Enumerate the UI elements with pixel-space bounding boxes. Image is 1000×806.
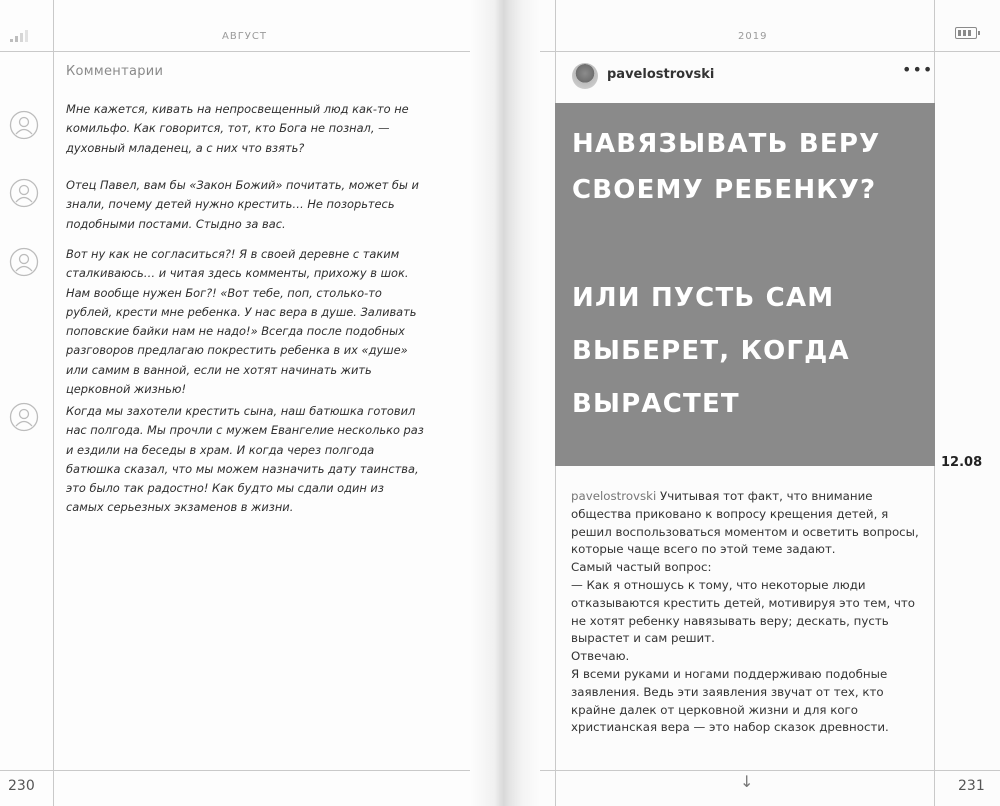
user-icon (9, 110, 39, 140)
post-headline-line: ВЫБЕРЕТ, КОГДА (572, 336, 850, 366)
post-username[interactable]: pavelostrovski (607, 67, 715, 82)
comment-text: Отец Павел, вам бы «Закон Божий» почитать, может бы и знали, почему детей нужно крестить… Не позорьтесь подобными постами. Стыдно за вас. (66, 178, 419, 231)
comment-text: Вот ну как не согласиться?! Я в своей деревне с таким сталкиваюсь… и читая здесь комменты, прихожу в шок. Нам вообще нужен Бог?! «Вот тебе, поп, столько-то рублей, крести мне ребенка. У нас вера в душе. Заливать поповские байки нам не надо!» Всегда после подобных разговоров предлагаю покрестить ребенка в их «душе» или самим в ванной, если не хотят начинать жить церковной жизнью! (66, 247, 417, 397)
post-date: 12.08 (941, 455, 983, 470)
user-icon (9, 402, 39, 432)
post-headline-line: ИЛИ ПУСТЬ САМ (572, 283, 835, 313)
caption-text: Я всеми руками и ногами поддерживаю подобные заявления. Ведь эти заявления звучат от тех, кто крайне далек от церковной жизни и для кого христианская вера — это набор сказок древности. (571, 666, 889, 735)
caption-text: Отвечаю. (571, 649, 630, 664)
header-rule-right (540, 51, 1000, 52)
post-headline-line: НАВЯЗЫВАТЬ ВЕРУ (572, 129, 881, 159)
margin-rule-left (53, 0, 54, 806)
month-header: АВГУСТ (222, 31, 267, 42)
caption-text: — Как я отношусь к тому, что некоторые люди отказываются крестить детей, мотивируя это тем, что не хотят ребенку навязывать веру; дескать, пусть вырастет и сам решит. (571, 577, 916, 646)
user-icon (9, 178, 39, 208)
battery-icon (955, 27, 977, 39)
year-header: 2019 (738, 31, 768, 42)
arrow-down-icon[interactable]: ↓ (740, 772, 754, 791)
post-image (555, 103, 935, 466)
caption-text: Учитывая тот факт, что внимание общества приковано к вопросу крещения детей, я решил воспользоваться моментом и осветить вопросы, которые чаще всего по этой теме задают. (571, 489, 919, 557)
caption-username[interactable]: pavelostrovski (571, 489, 657, 503)
comment-text: Мне кажется, кивать на непросвещенный люд как-то не комильфо. Как говорится, тот, кто Бога не познал, — духовный младенец, а с них что взять? (66, 102, 409, 155)
more-icon[interactable]: ••• (902, 60, 934, 79)
header-rule-left (0, 51, 470, 52)
signal-icon (10, 28, 30, 42)
footer-rule-right (540, 770, 1000, 771)
post-caption (571, 488, 925, 737)
footer-rule-left (0, 770, 470, 771)
avatar[interactable] (572, 63, 598, 89)
post-headline-line: СВОЕМУ РЕБЕНКУ? (572, 175, 877, 205)
caption-text: Самый частый вопрос: (571, 560, 712, 575)
page-number-right: 231 (958, 778, 985, 794)
comment-text: Когда мы захотели крестить сына, наш батюшка готовил нас полгода. Мы прочли с мужем Евангелие несколько раз и ездили на беседы в храм. И когда через полгода батюшка сказал, что мы можем назначить дату таинства, это было так радостно! Как будто мы сдали один из самых серьезных экзаменов в жизни. (66, 404, 424, 515)
post-headline-line: ВЫРАСТЕТ (572, 389, 740, 419)
user-icon (9, 247, 39, 277)
comments-title: Комментарии (66, 64, 164, 79)
page-number-left: 230 (8, 778, 35, 794)
